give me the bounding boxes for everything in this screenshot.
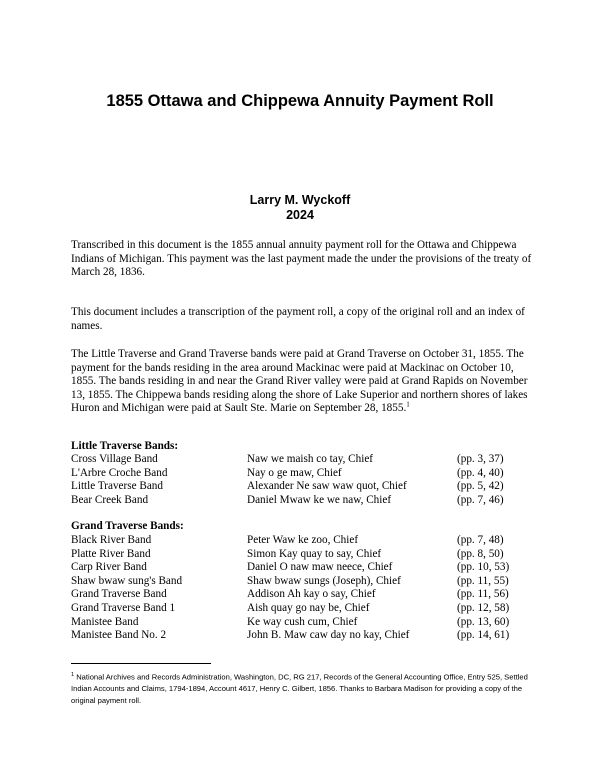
- intro-paragraph: Transcribed in this document is the 1855 annual annuity payment roll for the Ottawa and Chippewa Indians of Michigan. This payment was the last payment made the under the provisions of the treaty of March 28, 1836.: [71, 239, 532, 278]
- section-heading-little-traverse: Little Traverse Bands:: [71, 440, 179, 452]
- footnote: [71, 670, 541, 706]
- band-row: [71, 588, 551, 602]
- section-heading-grand-traverse: Grand Traverse Bands:: [71, 520, 184, 532]
- band-name: Platte River Band: [71, 547, 151, 560]
- footnote-text: National Archives and Records Administration, Washington, DC, RG 217, Records of the General Accounting Office, Entry 525, Settled Indian Accounts and Claims, 1794-1894, Account 4617, Henry C. Gilbert, 1856. Thanks to Barbara Madison for providing a copy of the original payment roll.: [71, 672, 528, 705]
- band-pages: (pp. 3, 37): [457, 453, 504, 465]
- band-row: [71, 561, 551, 575]
- band-row: [71, 467, 551, 481]
- band-name: Carp River Band: [71, 561, 147, 574]
- band-row: [71, 548, 551, 562]
- little-traverse-bands-list: [71, 453, 551, 507]
- author-block: [0, 193, 600, 223]
- band-chief: John B. Maw caw day no kay, Chief: [247, 629, 410, 642]
- band-name: Little Traverse Band: [71, 480, 163, 493]
- author-name: Larry M. Wyckoff: [249, 193, 351, 207]
- band-pages: (pp. 12, 58): [457, 601, 510, 614]
- payment-paragraph-text: The Little Traverse and Grand Traverse bands were paid at Grand Traverse on October 31, 1855. The payment for the bands residing in the area around Mackinac were paid at Mackinac on October 10, 1855. The bands residing in and near the Grand River valley were paid at Grand Rapids on November 13, 1855. The Chippewa bands residing along the shore of Lake Superior and northern shores of lakes Huron and Michigan were paid at Sault Ste. Marie on September 28, 1855.: [71, 348, 528, 414]
- document-title: 1855 Ottawa and Chippewa Annuity Payment Roll: [106, 92, 494, 110]
- band-row: [71, 494, 551, 508]
- band-row: [71, 629, 551, 643]
- band-pages: (pp. 7, 46): [457, 493, 504, 506]
- band-name: Bear Creek Band: [71, 493, 149, 506]
- band-chief: Nay o ge maw, Chief: [247, 466, 342, 479]
- band-chief: Daniel Mwaw ke we naw, Chief: [247, 493, 392, 506]
- band-row: [71, 534, 551, 548]
- band-name: Black River Band: [71, 534, 152, 546]
- band-chief: Peter Waw ke zoo, Chief: [247, 534, 359, 546]
- band-chief: Aish quay go nay be, Chief: [247, 601, 370, 614]
- band-chief: Alexander Ne saw waw quot, Chief: [247, 480, 407, 493]
- band-pages: (pp. 4, 40): [457, 466, 504, 479]
- band-pages: (pp. 5, 42): [457, 480, 504, 493]
- band-chief: Ke way cush cum, Chief: [247, 615, 358, 628]
- band-pages: (pp. 8, 50): [457, 547, 504, 560]
- band-pages: (pp. 11, 56): [457, 588, 509, 601]
- band-name: L'Arbre Croche Band: [71, 466, 168, 479]
- payment-paragraph: [71, 348, 541, 416]
- band-pages: (pp. 11, 55): [457, 574, 509, 587]
- band-row: [71, 453, 551, 467]
- footnote-divider: [71, 663, 211, 664]
- band-row: [71, 575, 551, 589]
- band-row: [71, 480, 551, 494]
- band-name: Manistee Band: [71, 615, 139, 628]
- grand-traverse-bands-list: [71, 534, 551, 643]
- author-year: 2024: [286, 208, 314, 222]
- band-chief: Simon Kay quay to say, Chief: [247, 547, 382, 560]
- band-pages: (pp. 13, 60): [457, 615, 510, 628]
- band-chief: Shaw bwaw sungs (Joseph), Chief: [247, 574, 401, 587]
- band-chief: Naw we maish co tay, Chief: [247, 453, 374, 465]
- band-name: Manistee Band No. 2: [71, 629, 167, 642]
- band-chief: Addison Ah kay o say, Chief: [247, 588, 376, 601]
- band-name: Grand Traverse Band: [71, 588, 167, 601]
- band-row: [71, 602, 551, 616]
- band-pages: (pp. 10, 53): [457, 561, 510, 574]
- footnote-reference: 1: [406, 400, 410, 409]
- band-name: Shaw bwaw sung's Band: [71, 574, 183, 587]
- band-pages: (pp. 14, 61): [457, 629, 510, 642]
- band-row: [71, 616, 551, 630]
- band-name: Cross Village Band: [71, 453, 158, 465]
- footnote-marker: 1: [71, 672, 75, 678]
- contents-paragraph: This document includes a transcription of the payment roll, a copy of the original roll and an index of names.: [71, 306, 525, 332]
- band-pages: (pp. 7, 48): [457, 534, 504, 546]
- band-name: Grand Traverse Band 1: [71, 601, 176, 614]
- band-chief: Daniel O naw maw neece, Chief: [247, 561, 393, 574]
